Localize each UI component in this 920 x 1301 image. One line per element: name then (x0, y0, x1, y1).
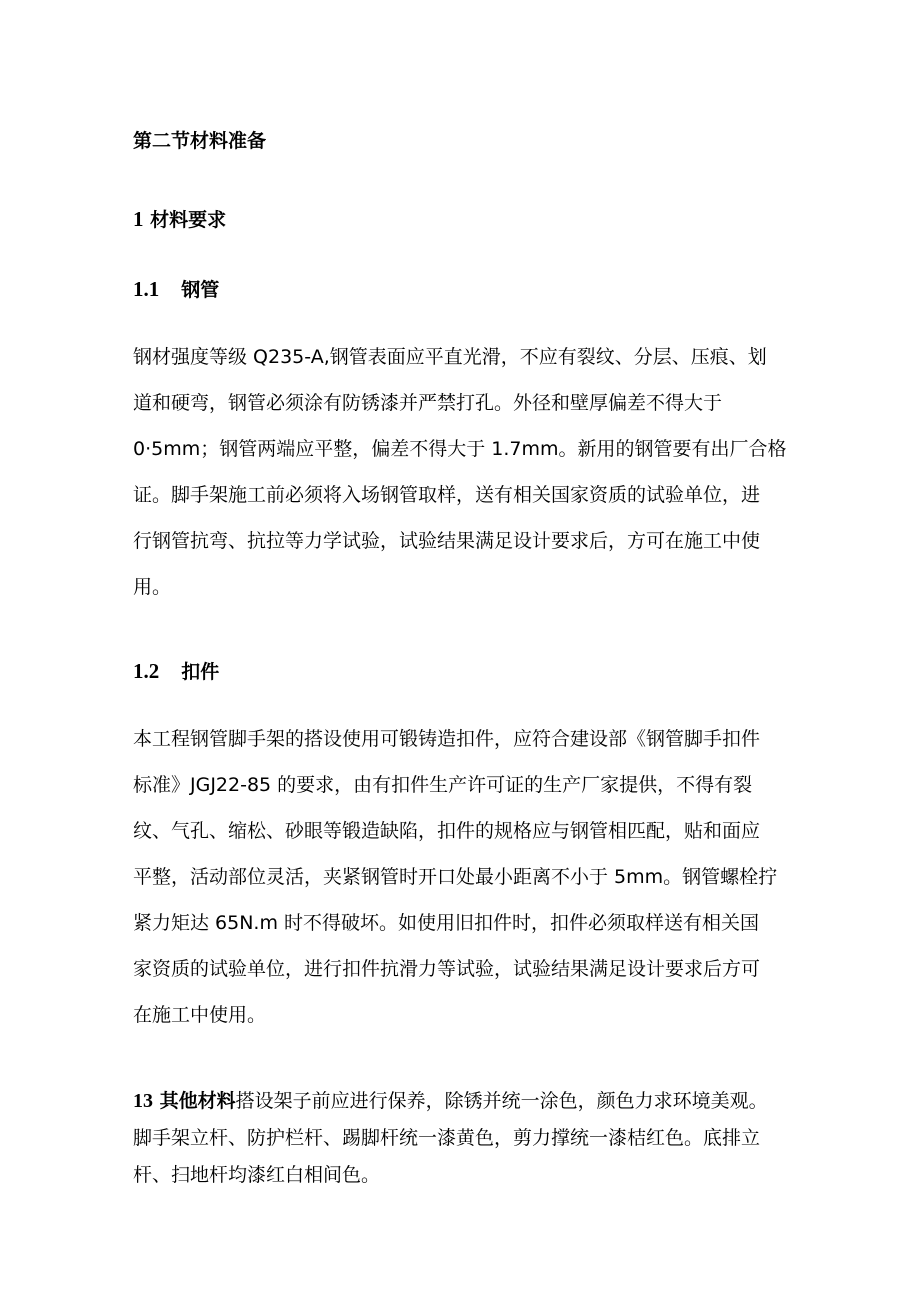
heading-1-number: 1 (133, 207, 144, 231)
paragraph-line: 行钢管抗弯、抗拉等力学试验，试验结果满足设计要求后，方可在施工中使 (133, 530, 761, 552)
heading-1 (133, 206, 226, 233)
heading-1-label: 材料要求 (150, 209, 227, 231)
heading-1-2-label: 扣件 (181, 661, 220, 683)
paragraph-line: 本工程钢管脚手架的搭设使用可锻铸造扣件，应符合建设部《钢管脚手扣件 (133, 728, 761, 750)
paragraph-line-text: 搭设架子前应进行保养，除锈并统一涂色，颜色力求环境美观。 (235, 1090, 768, 1112)
paragraph-line: 紧力矩达 65N.m 时不得破坏。如使用旧扣件时，扣件必须取样送有相关国 (133, 912, 760, 934)
paragraph-fasteners (133, 721, 833, 1043)
heading-1-1 (133, 276, 219, 303)
paragraph-line: 钢材强度等级 Q235-A,钢管表面应平直光滑，不应有裂纹、分层、压痕、划 (133, 346, 767, 368)
paragraph-line (133, 1086, 833, 1123)
heading-1-1-label: 钢管 (181, 279, 220, 301)
section-title-text: 第二节材料准备 (133, 130, 267, 152)
paragraph-line: 用。 (133, 576, 172, 598)
inline-heading-number: 13 (133, 1090, 153, 1112)
paragraph-line: 证。脚手架施工前必须将入场钢管取样，送有相关国家资质的试验单位，进 (133, 484, 761, 506)
heading-1-1-number: 1.1 (133, 277, 160, 301)
paragraph-line: 平整，活动部位灵活，夹紧钢管时开口处最小距离不小于 5mm。钢管螺栓拧 (133, 866, 778, 888)
paragraph-line: 道和硬弯，钢管必须涂有防锈漆并严禁打孔。外径和壁厚偏差不得大于 (133, 392, 723, 414)
paragraph-line: 家资质的试验单位，进行扣件抗滑力等试验，试验结果满足设计要求后方可 (133, 958, 761, 980)
paragraph-line: 0·5mm；钢管两端应平整，偏差不得大于 1.7mm。新用的钢管要有出厂合格 (133, 438, 787, 460)
paragraph-line: 标准》JGJ22-85 的要求，由有扣件生产许可证的生产厂家提供，不得有裂 (133, 774, 753, 796)
paragraph-line: 脚手架立杆、防护栏杆、踢脚杆统一漆黄色，剪力撑统一漆桔红色。底排立 (133, 1127, 761, 1149)
heading-1-2-number: 1.2 (133, 659, 160, 683)
inline-heading-label: 其他材料 (159, 1090, 236, 1112)
paragraph-line: 在施工中使用。 (133, 1004, 267, 1026)
heading-1-2 (133, 658, 219, 685)
paragraph-steel-pipe (133, 339, 833, 615)
inline-heading (133, 1090, 236, 1112)
section-title (133, 128, 266, 154)
paragraph-other-materials (133, 1086, 833, 1197)
paragraph-line: 杆、扫地杆均漆红白相间色。 (133, 1164, 381, 1186)
paragraph-line: 纹、气孔、缩松、砂眼等锻造缺陷，扣件的规格应与钢管相匹配，贴和面应 (133, 820, 761, 842)
